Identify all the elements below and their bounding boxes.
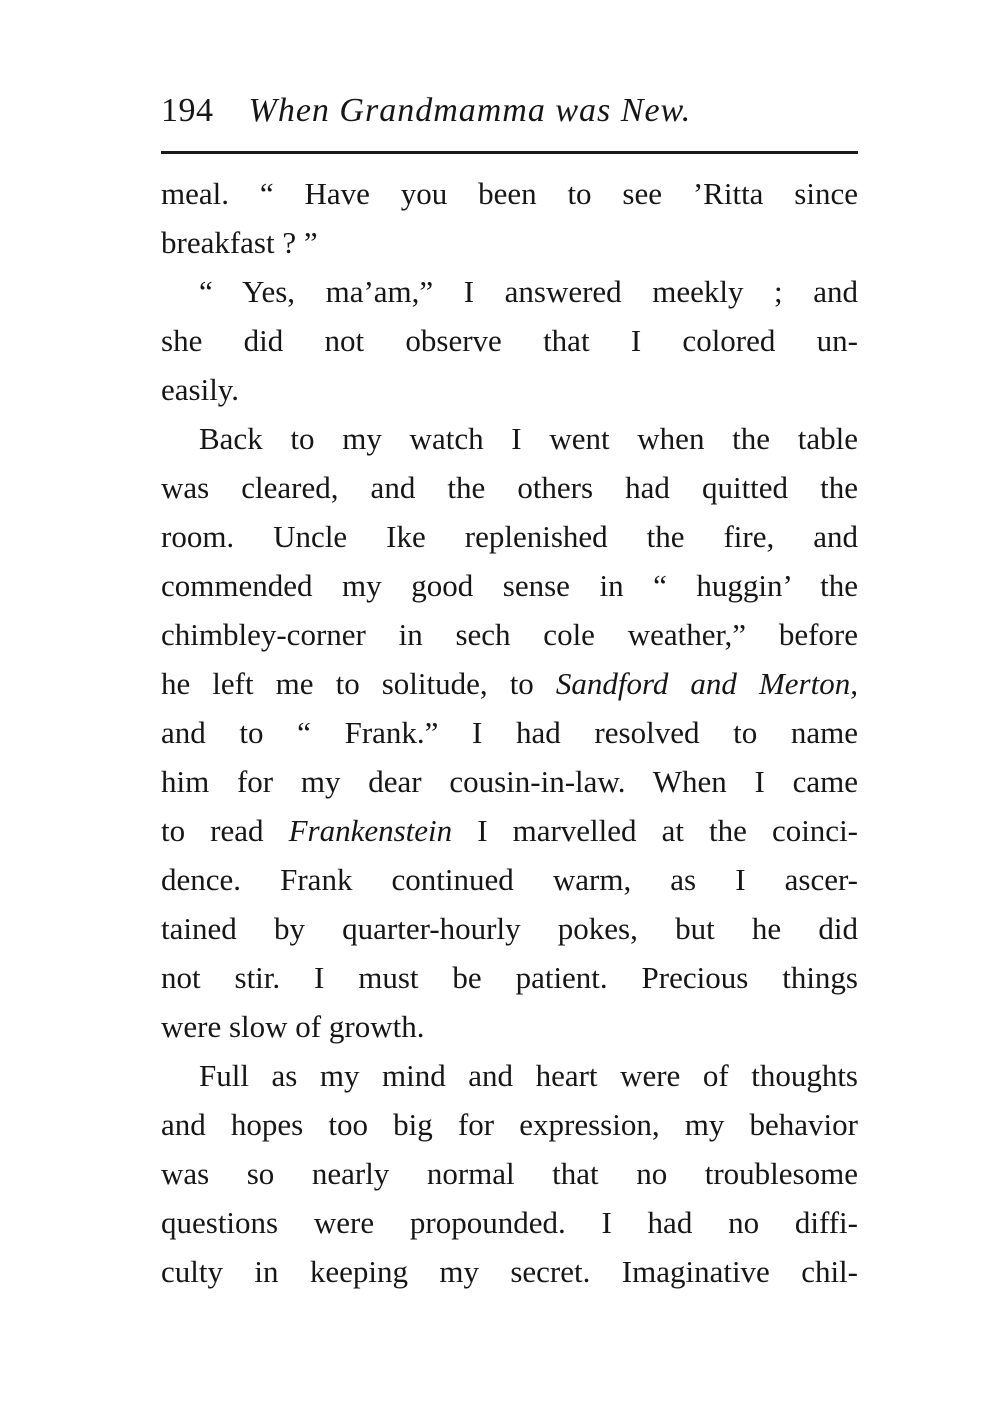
text-line: Back to my watch I went when the table [199,421,858,456]
italic-title-frankenstein: Frankenstein [288,813,453,848]
text-fragment: to read [161,813,264,848]
text-line: “ Yes, ma’am,” I answered meekly ; and [199,274,858,309]
text-line: dence. Frank continued warm, as I ascer- [161,862,858,897]
text-line: culty in keeping my secret. Imaginative chil- [161,1254,858,1289]
running-title: When Grandmamma was New. [248,92,692,129]
text-line: meal. “ Have you been to see ’Ritta since [161,176,858,211]
text-line: was cleared, and the others had quitted the [161,470,858,505]
italic-title-sandford: Sandford and Merton, [555,666,858,701]
text-line-mixed [161,806,858,855]
text-line-mixed [161,659,858,708]
text-line: breakfast ? ” [161,225,318,260]
text-line: questions were propounded. I had no diffi- [161,1205,858,1240]
text-line: easily. [161,372,240,407]
running-header [161,86,858,136]
text-line: were slow of growth. [161,1009,425,1044]
text-line: room. Uncle Ike replenished the fire, and [161,519,858,554]
text-fragment: he left me to solitude, to [161,666,534,701]
text-line: chimbley-corner in sech cole weather,” before [161,617,858,652]
text-line: Full as my mind and heart were of thoughts [199,1058,858,1093]
text-line: him for my dear cousin-in-law. When I came [161,764,858,799]
text-line: commended my good sense in “ huggin’ the [161,568,858,603]
text-line: not stir. I must be patient. Precious things [161,960,858,995]
page-number: 194 [161,92,214,129]
text-line: and to “ Frank.” I had resolved to name [161,715,858,750]
text-fragment: I marvelled at the coinci- [477,813,859,848]
text-line: and hopes too big for expression, my behavior [161,1107,858,1142]
text-line: tained by quarter-hourly pokes, but he did [161,911,858,946]
text-line: was so nearly normal that no troublesome [161,1156,858,1191]
header-rule [161,151,858,154]
text-line: she did not observe that I colored un- [161,323,858,358]
page-body [161,169,858,1296]
